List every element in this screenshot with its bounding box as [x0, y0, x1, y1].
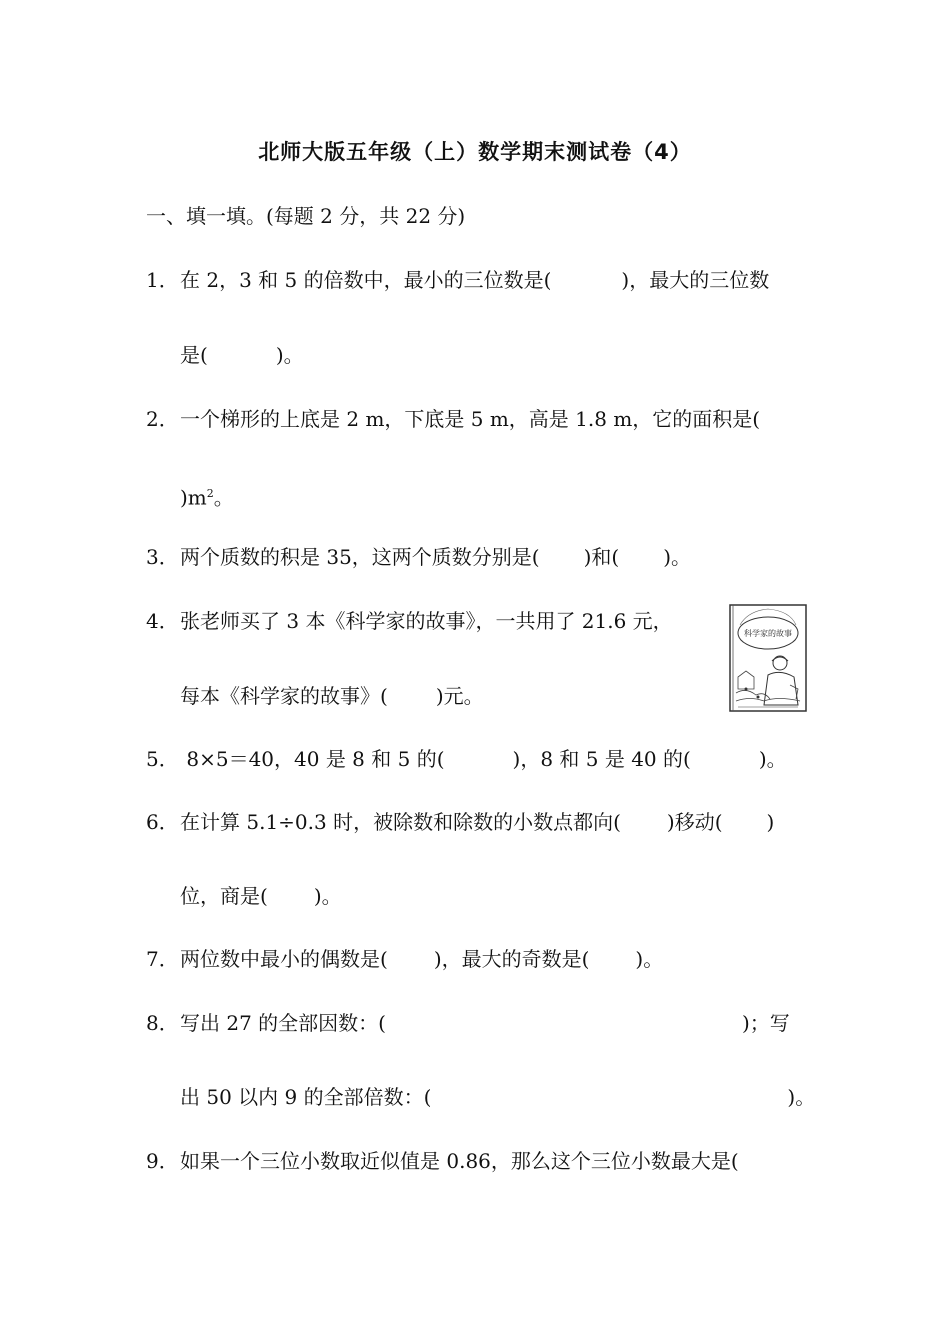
question-text: 出 50 以内 9 的全部倍数：( [180, 1085, 432, 1109]
superscript: 2 [206, 487, 214, 500]
question-text: 每本《科学家的故事》( [180, 684, 388, 708]
question-text: )移动( [666, 810, 723, 834]
question-text: 是( [180, 343, 208, 367]
question-text: )。 [313, 884, 342, 908]
question-text: )。 [787, 1085, 816, 1109]
question-4 [146, 607, 673, 635]
question-number: 4． [146, 609, 179, 633]
question-2-line-2 [180, 480, 234, 512]
question-6-line-2 [180, 882, 342, 910]
question-6 [146, 808, 774, 836]
question-7 [146, 945, 663, 973]
question-2 [146, 405, 760, 433]
question-number: 8． [146, 1011, 179, 1035]
question-4-line-2 [180, 682, 484, 710]
question-text: 8×5＝40，40 是 8 和 5 的( [180, 747, 445, 771]
question-text: 一个梯形的上底是 2 m，下底是 5 m，高是 1.8 m，它的面积是( [180, 407, 761, 431]
question-text: )。 [663, 545, 692, 569]
question-text: 在计算 5.1÷0.3 时，被除数和除数的小数点都向( [180, 810, 621, 834]
question-number: 9． [146, 1149, 179, 1173]
question-number: 3． [146, 545, 179, 569]
question-number: 5． [146, 747, 179, 771]
question-text: )。 [275, 343, 304, 367]
question-9 [146, 1147, 739, 1175]
question-number: 1． [146, 268, 179, 292]
question-8-line-2 [180, 1083, 815, 1111]
question-text: 如果一个三位小数取近似值是 0.86，那么这个三位小数最大是( [180, 1149, 739, 1173]
page-title: 北师大版五年级（上）数学期末测试卷（4） [258, 140, 692, 164]
question-text: 在 2，3 和 5 的倍数中，最小的三位数是( [180, 268, 552, 292]
question-text: )，最大的三位数 [621, 268, 770, 292]
question-3 [146, 543, 691, 571]
question-1 [146, 266, 769, 294]
question-5 [146, 745, 787, 773]
question-text: 张老师买了 3 本《科学家的故事》，一共用了 21.6 元， [180, 609, 673, 633]
question-text: 位，商是( [180, 884, 268, 908]
question-text: )。 [758, 747, 787, 771]
question-number: 7． [146, 947, 179, 971]
question-1-line-2 [180, 341, 304, 369]
question-text: )m [180, 485, 207, 510]
question-text: 两个质数的积是 35，这两个质数分别是( [180, 545, 540, 569]
question-number: 6． [146, 810, 179, 834]
book-title-text: 科学家的故事 [744, 629, 792, 638]
question-text: )，最大的奇数是( [433, 947, 590, 971]
question-text: )元。 [435, 684, 484, 708]
question-text: )。 [635, 947, 664, 971]
question-text: 写出 27 的全部因数：( [180, 1011, 386, 1035]
book-illustration [728, 603, 808, 713]
question-text: ) [766, 810, 775, 834]
question-text: 。 [213, 485, 234, 510]
question-text: )和( [583, 545, 620, 569]
question-text: )，8 和 5 是 40 的( [512, 747, 691, 771]
question-text: 两位数中最小的偶数是( [180, 947, 388, 971]
question-number: 2． [146, 407, 179, 431]
book-cover-image [728, 603, 808, 713]
question-text: )；写 [741, 1011, 790, 1035]
section-heading: 一、填一填。(每题 2 分，共 22 分) [146, 204, 466, 228]
question-8 [146, 1009, 790, 1037]
